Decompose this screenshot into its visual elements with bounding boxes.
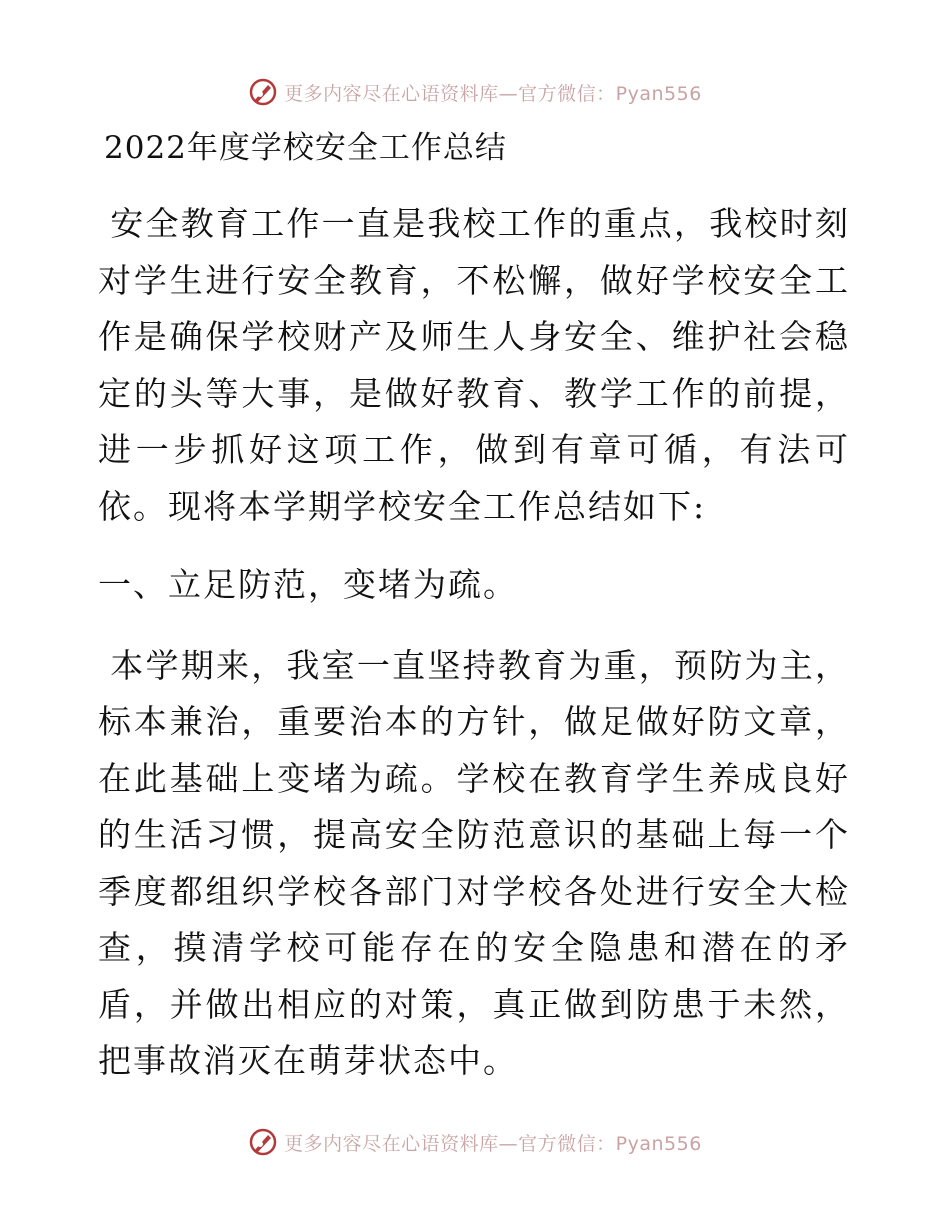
- quill-logo-icon: [248, 77, 278, 107]
- watermark-text: 更多内容尽在心语资料库—官方微信：Pyan556: [284, 1132, 702, 1155]
- intro-paragraph: [98, 196, 850, 535]
- header-watermark: [0, 70, 950, 114]
- section-text: 本学期来，我室一直坚持教育为重，预防为主，标本兼治，重要治本的方针，做足做好防文章，在此基础上变堵为疏。学校在教育学生养成良好的生活习惯，提高安全防范意识的基础上每一个季度都组织学校各部门对学校各处进行安全大检查，摸清学校可能存在的安全隐患和潜在的矛盾，并做出相应的对策，真正做到防患于未然，把事故消灭在萌芽状态中。: [98, 645, 850, 1080]
- footer-watermark: [0, 1120, 950, 1164]
- intro-text: 安全教育工作一直是我校工作的重点，我校时刻对学生进行安全教育，不松懈，做好学校安全工作是确保学校财产及师生人身安全、维护社会稳定的头等大事，是做好教育、教学工作的前提，进一步抓好这项工作，做到有章可循，有法可依。现将本学期学校安全工作总结如下:: [98, 204, 850, 526]
- section-paragraph: [98, 638, 850, 1090]
- document-body: [98, 122, 850, 1112]
- quill-logo-icon: [248, 1127, 278, 1157]
- section-heading: 一、立足防范，变堵为疏。: [98, 565, 518, 604]
- document-title: 2022年度学校安全工作总结: [104, 130, 507, 166]
- watermark-text: 更多内容尽在心语资料库—官方微信：Pyan556: [284, 82, 702, 105]
